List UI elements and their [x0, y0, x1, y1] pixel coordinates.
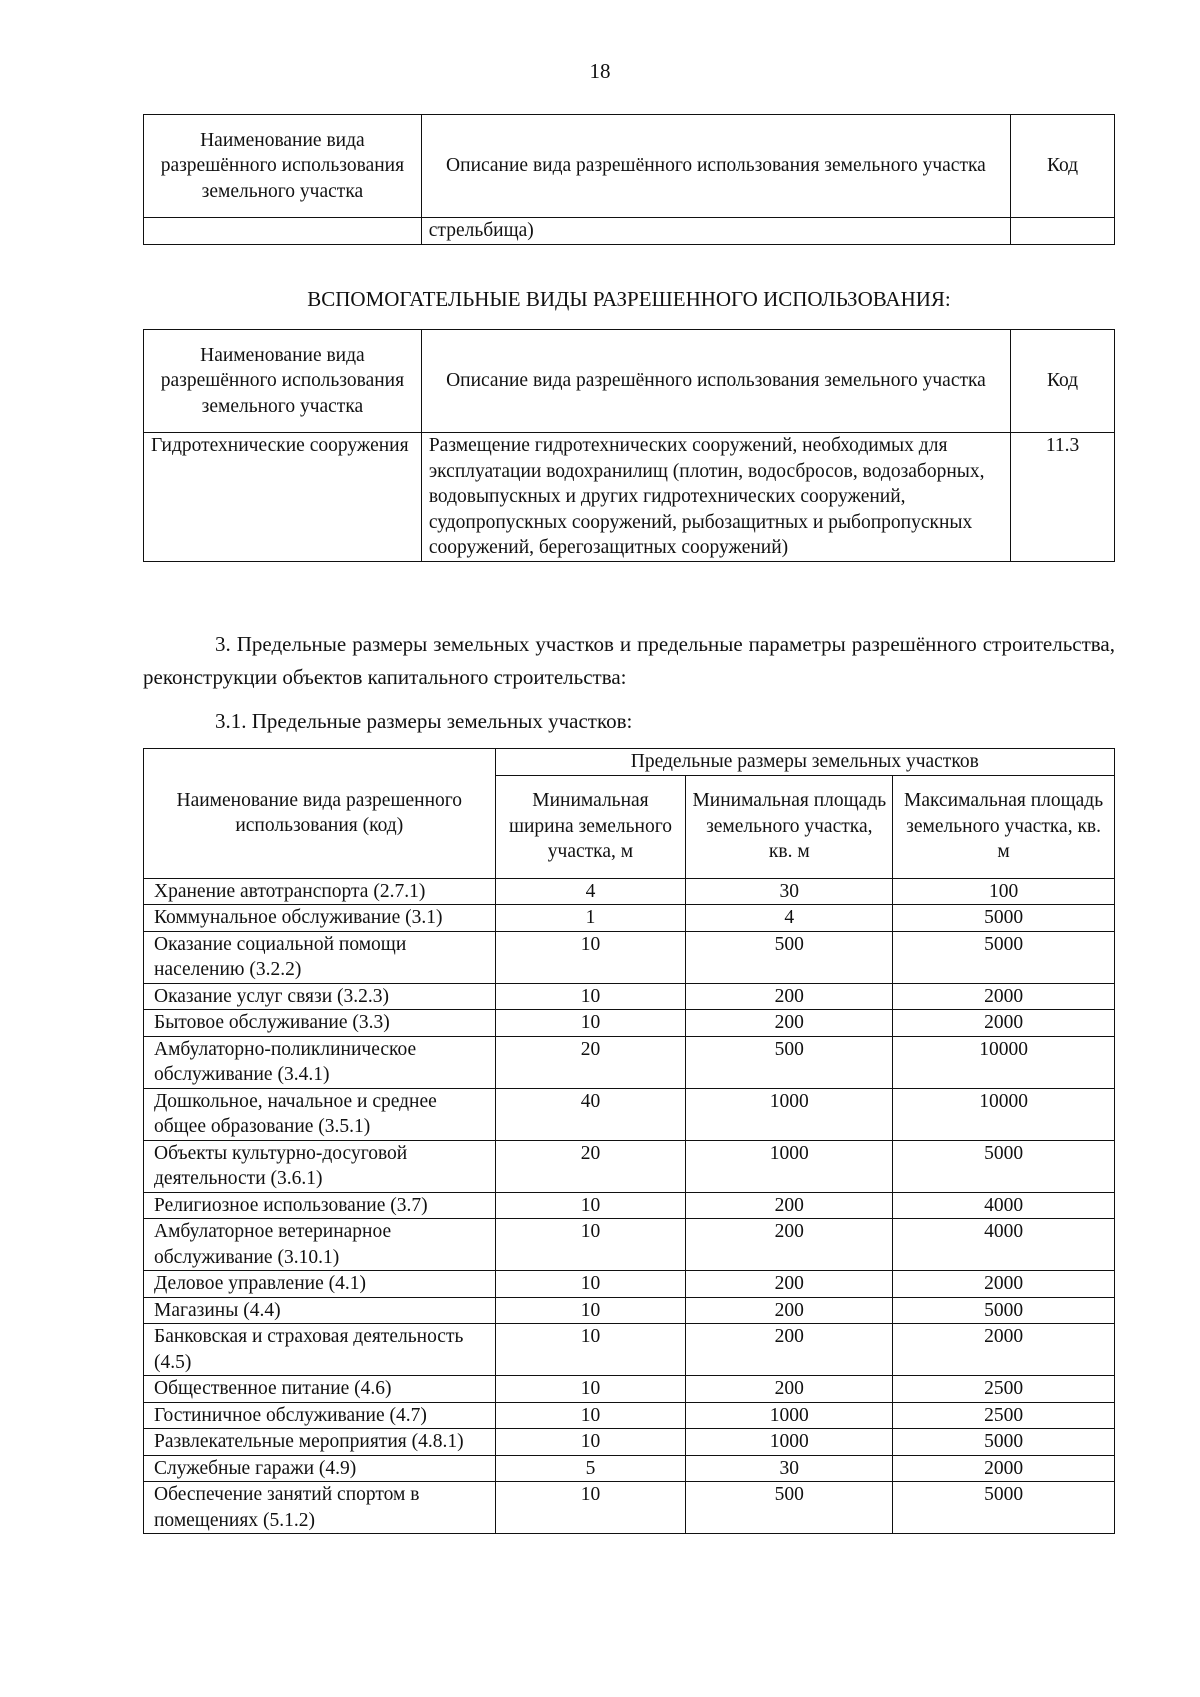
paragraph-3: 3. Предельные размеры земельных участков и предельные параметры разрешённого строительства, реконструкции объектов капитального строительства: [143, 632, 1115, 689]
cell-min-area: 500 [686, 1482, 893, 1534]
cell-min-area: 500 [686, 1036, 893, 1088]
cell-min-width: 10 [495, 1192, 686, 1219]
cell-name: Развлекательные мероприятия (4.8.1) [144, 1429, 496, 1456]
header-name: Наименование вида разрешённого использования земельного участка [144, 115, 422, 218]
cell-min-area: 1000 [686, 1402, 893, 1429]
cell-name: Коммунальное обслуживание (3.1) [144, 905, 496, 932]
header-description: Описание вида разрешённого использования земельного участка [421, 115, 1010, 218]
cell-min-width: 5 [495, 1455, 686, 1482]
cell-max-area: 4000 [893, 1192, 1115, 1219]
paragraph-3-1: 3.1. Предельные размеры земельных участков: [215, 709, 633, 733]
table-header-row [144, 330, 1115, 433]
table-header-row [144, 115, 1115, 218]
cell-name: Объекты культурно-досуговой деятельности (3.6.1) [144, 1140, 496, 1192]
cell-max-area: 5000 [893, 1429, 1115, 1456]
table-row [144, 1402, 1115, 1429]
cell-min-width: 1 [495, 905, 686, 932]
header-description: Описание вида разрешённого использования земельного участка [421, 330, 1010, 433]
cell-code: 11.3 [1011, 433, 1115, 562]
cell-max-area: 4000 [893, 1219, 1115, 1271]
cell-min-width: 10 [495, 983, 686, 1010]
cell-name: Религиозное использование (3.7) [144, 1192, 496, 1219]
cell-name: Магазины (4.4) [144, 1297, 496, 1324]
table-row [144, 1192, 1115, 1219]
table-row [144, 983, 1115, 1010]
cell-min-width: 40 [495, 1088, 686, 1140]
cell-min-area: 200 [686, 1010, 893, 1037]
cell-min-width: 10 [495, 1010, 686, 1037]
cell-name: Обеспечение занятий спортом в помещениях (5.1.2) [144, 1482, 496, 1534]
limits-table-body [144, 878, 1115, 1534]
table-row [144, 1376, 1115, 1403]
cell-min-area: 500 [686, 931, 893, 983]
cell-min-width: 10 [495, 1297, 686, 1324]
cell-min-area: 200 [686, 983, 893, 1010]
table-row [144, 218, 1115, 245]
cell-min-width: 10 [495, 1271, 686, 1298]
table-row [144, 1219, 1115, 1271]
header-min-area: Минимальная площадь земельного участка, кв. м [686, 775, 893, 878]
cell-max-area: 5000 [893, 931, 1115, 983]
continuation-table [143, 114, 1115, 245]
table-row [144, 1140, 1115, 1192]
cell-max-area: 2000 [893, 1010, 1115, 1037]
cell-name: Амбулаторное ветеринарное обслуживание (3.10.1) [144, 1219, 496, 1271]
cell-min-width: 10 [495, 1402, 686, 1429]
header-group: Предельные размеры земельных участков [495, 749, 1114, 776]
cell-description: стрельбища) [421, 218, 1010, 245]
header-code: Код [1011, 115, 1115, 218]
cell-max-area: 5000 [893, 905, 1115, 932]
table-row [144, 878, 1115, 905]
table-row [144, 433, 1115, 562]
cell-name: Хранение автотранспорта (2.7.1) [144, 878, 496, 905]
cell-name: Амбулаторно-поликлиническое обслуживание (3.4.1) [144, 1036, 496, 1088]
cell-max-area: 5000 [893, 1482, 1115, 1534]
table-row [144, 931, 1115, 983]
cell-max-area: 2000 [893, 1324, 1115, 1376]
cell-min-width: 20 [495, 1140, 686, 1192]
cell-max-area: 5000 [893, 1140, 1115, 1192]
table-row [144, 905, 1115, 932]
cell-name: Дошкольное, начальное и среднее общее образование (3.5.1) [144, 1088, 496, 1140]
cell-min-area: 200 [686, 1324, 893, 1376]
cell-name: Деловое управление (4.1) [144, 1271, 496, 1298]
cell-max-area: 2500 [893, 1402, 1115, 1429]
cell-min-area: 200 [686, 1192, 893, 1219]
cell-min-area: 1000 [686, 1140, 893, 1192]
cell-min-width: 10 [495, 1376, 686, 1403]
cell-description: Размещение гидротехнических сооружений, необходимых для эксплуатации водохранилищ (плотин, водосбросов, водозаборных, водовыпускных и других гидротехнических сооружений, судопропускных сооружений, рыбозащитных и рыбопропускных сооружений, берегозащитных сооружений) [421, 433, 1010, 562]
cell-name: Бытовое обслуживание (3.3) [144, 1010, 496, 1037]
auxiliary-uses-table [143, 329, 1115, 562]
cell-max-area: 100 [893, 878, 1115, 905]
cell-max-area: 2000 [893, 1271, 1115, 1298]
header-code: Код [1011, 330, 1115, 433]
cell-name: Оказание услуг связи (3.2.3) [144, 983, 496, 1010]
table-row [144, 1036, 1115, 1088]
table-header-row [144, 749, 1115, 776]
cell-name: Общественное питание (4.6) [144, 1376, 496, 1403]
cell-min-width: 10 [495, 1482, 686, 1534]
cell-name [144, 218, 422, 245]
cell-min-width: 10 [495, 1219, 686, 1271]
cell-name: Банковская и страховая деятельность (4.5) [144, 1324, 496, 1376]
cell-min-area: 200 [686, 1376, 893, 1403]
cell-min-area: 200 [686, 1219, 893, 1271]
cell-name: Гостиничное обслуживание (4.7) [144, 1402, 496, 1429]
cell-min-area: 1000 [686, 1429, 893, 1456]
cell-min-area: 200 [686, 1297, 893, 1324]
cell-min-width: 20 [495, 1036, 686, 1088]
page-number: 18 [589, 59, 611, 83]
cell-max-area: 10000 [893, 1088, 1115, 1140]
cell-name: Служебные гаражи (4.9) [144, 1455, 496, 1482]
cell-max-area: 2000 [893, 983, 1115, 1010]
cell-min-width: 10 [495, 931, 686, 983]
table-row [144, 1455, 1115, 1482]
table-row [144, 1088, 1115, 1140]
table-row [144, 1271, 1115, 1298]
cell-min-width: 10 [495, 1324, 686, 1376]
cell-name: Оказание социальной помощи населению (3.2.2) [144, 931, 496, 983]
cell-max-area: 5000 [893, 1297, 1115, 1324]
cell-min-area: 200 [686, 1271, 893, 1298]
cell-name: Гидротехнические сооружения [144, 433, 422, 562]
header-name: Наименование вида разрешённого использования земельного участка [144, 330, 422, 433]
table-row [144, 1010, 1115, 1037]
header-name: Наименование вида разрешенного использования (код) [144, 749, 496, 879]
table-row [144, 1297, 1115, 1324]
cell-min-area: 1000 [686, 1088, 893, 1140]
table-row [144, 1482, 1115, 1534]
cell-code [1011, 218, 1115, 245]
cell-max-area: 2000 [893, 1455, 1115, 1482]
cell-min-area: 4 [686, 905, 893, 932]
cell-min-area: 30 [686, 878, 893, 905]
table-row [144, 1429, 1115, 1456]
section-title: ВСПОМОГАТЕЛЬНЫЕ ВИДЫ РАЗРЕШЕННОГО ИСПОЛЬЗОВАНИЯ: [307, 287, 951, 311]
header-max-area: Максимальная площадь земельного участка, кв. м [893, 775, 1115, 878]
header-min-width: Минимальная ширина земельного участка, м [495, 775, 686, 878]
cell-max-area: 2500 [893, 1376, 1115, 1403]
limits-table [143, 748, 1115, 1534]
cell-min-width: 4 [495, 878, 686, 905]
cell-min-width: 10 [495, 1429, 686, 1456]
cell-min-area: 30 [686, 1455, 893, 1482]
cell-max-area: 10000 [893, 1036, 1115, 1088]
table-row [144, 1324, 1115, 1376]
